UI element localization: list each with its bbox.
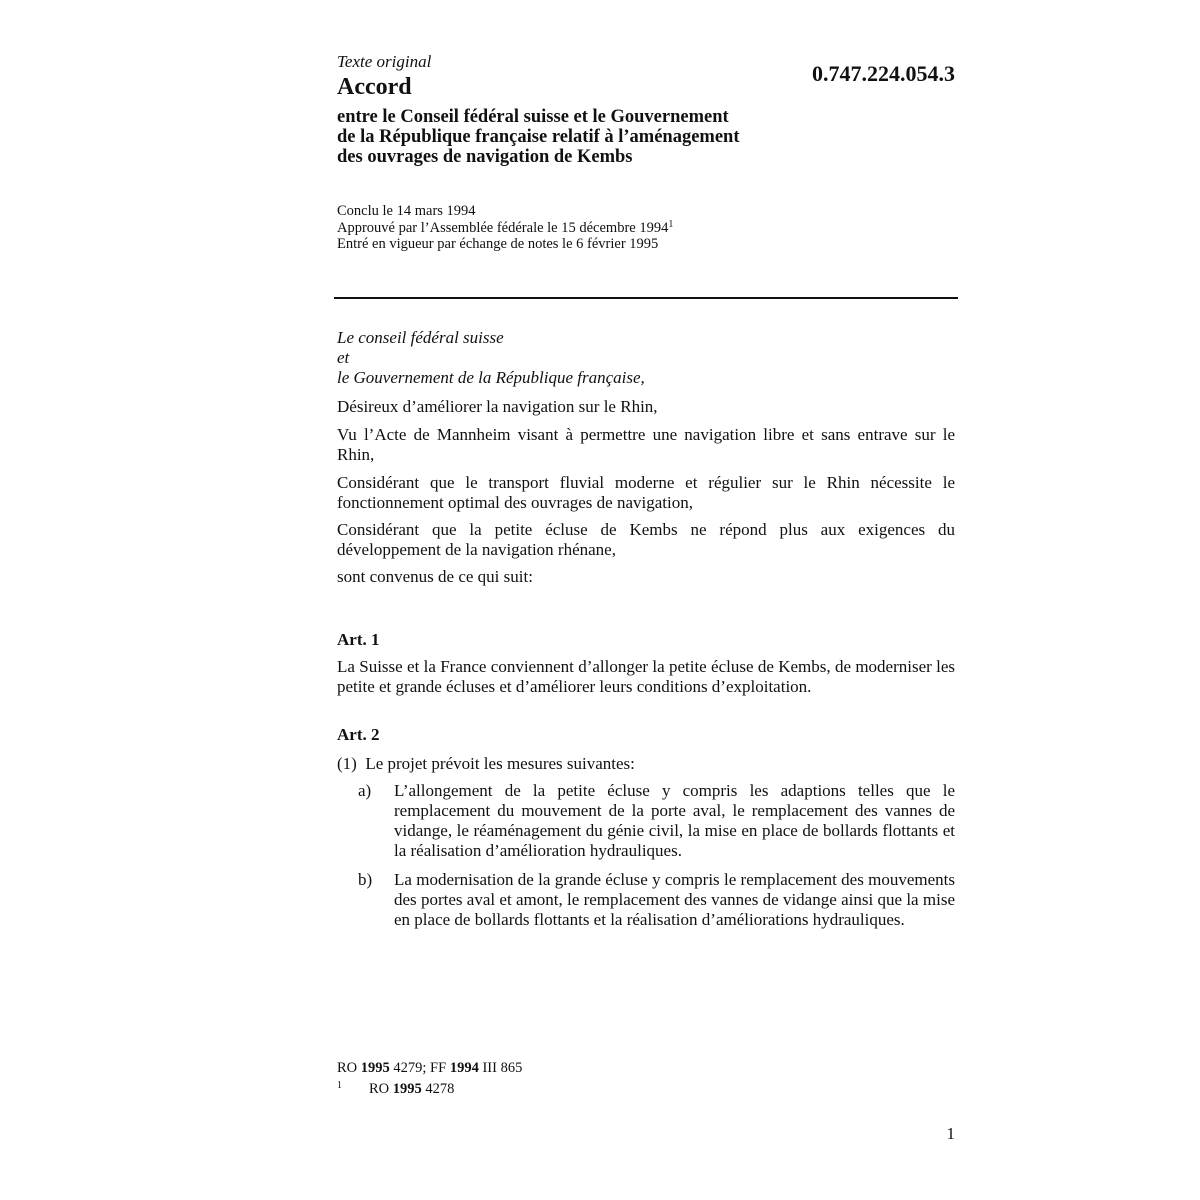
article-2-paragraph-1: (1) Le projet prévoit les mesures suivantes: (337, 754, 635, 773)
concluded-date: Conclu le 14 mars 1994 (337, 203, 476, 219)
entry-into-force-date: Entré en vigueur par échange de notes le 6 février 1995 (337, 236, 659, 252)
list-item-label: a) (358, 781, 372, 800)
approved-date (337, 220, 673, 237)
preamble-paragraph: Désireux d’améliorer la navigation sur le Rhin, (337, 397, 658, 416)
footnote-ff-year: 1994 (449, 1060, 479, 1076)
list-item-text: La modernisation de la grande écluse y compris le remplacement des mouvements des portes aval et amont, le remplacement des vannes de vidange ainsi que la mise en place de bollards flottants et la réalisation d’améliorations hydrauliques. (394, 870, 955, 929)
party-line: le Gouvernement de la République française, (337, 368, 645, 387)
footnote-source (337, 1059, 522, 1077)
article-1-text: La Suisse et la France conviennent d’allonger la petite écluse de Kembs, de moderniser les petite et grande écluses et d’améliorer leurs conditions d’exploitation. (337, 657, 955, 696)
reference-number: 0.747.224.054.3 (812, 61, 955, 86)
party-line: Le conseil fédéral suisse (337, 328, 504, 347)
preamble-paragraph: Vu l’Acte de Mannheim visant à permettre une navigation libre et sans entrave sur le Rhin, (337, 425, 955, 464)
subtitle-line: de la République française relatif à l’aménagement (337, 127, 740, 147)
list-item (358, 781, 955, 861)
dates-block (337, 203, 673, 253)
footnote-ro-year: 1995 (392, 1081, 422, 1097)
list-item (358, 870, 955, 930)
subtitle-line: entre le Conseil fédéral suisse et le Gouvernement (337, 107, 729, 127)
preamble-closing: sont convenus de ce qui suit: (337, 567, 533, 586)
subtitle-line: des ouvrages de navigation de Kembs (337, 147, 633, 167)
footnote-mark: 1 (337, 1080, 342, 1091)
footnote-ro-page: 4279; FF (389, 1060, 450, 1076)
preamble-paragraph: Considérant que la petite écluse de Kembs ne répond plus aux exigences du développement de la navigation rhénane, (337, 520, 955, 559)
document-title: Accord (337, 74, 412, 100)
article-1-heading: Art. 1 (337, 630, 380, 649)
footnote-ro-prefix: RO (337, 1060, 361, 1076)
footnote-ref-1: 1 (668, 218, 674, 230)
footnote-ro-page: 4278 (421, 1081, 455, 1097)
page-number: 1 (946, 1124, 955, 1143)
list-item-label: b) (358, 870, 373, 889)
texte-original-label: Texte original (337, 52, 432, 71)
approved-date-text: Approuvé par l’Assemblée fédérale le 15 décembre 1994 (337, 219, 669, 236)
preamble-parties (337, 328, 955, 388)
footnote-ro-year: 1995 (360, 1060, 390, 1076)
document-subtitle (337, 107, 807, 167)
footnote-1 (337, 1080, 454, 1098)
footnote-ff-ref: III 865 (478, 1060, 523, 1076)
list-item-text: L’allongement de la petite écluse y compris les adaptions telles que le remplacement du mouvement de la porte aval, le remplacement des vannes de vidange, le réaménagement du génie civil, la mise en place de bollards flottants et la réalisation d’amélioration hydrauliques. (394, 781, 955, 860)
footnote-ro-prefix: RO (369, 1081, 393, 1097)
horizontal-rule (334, 297, 958, 299)
article-2-heading: Art. 2 (337, 725, 380, 744)
party-line: et (337, 348, 350, 367)
preamble-paragraph: Considérant que le transport fluvial moderne et régulier sur le Rhin nécessite le fonctionnement optimal des ouvrages de navigation, (337, 473, 955, 512)
